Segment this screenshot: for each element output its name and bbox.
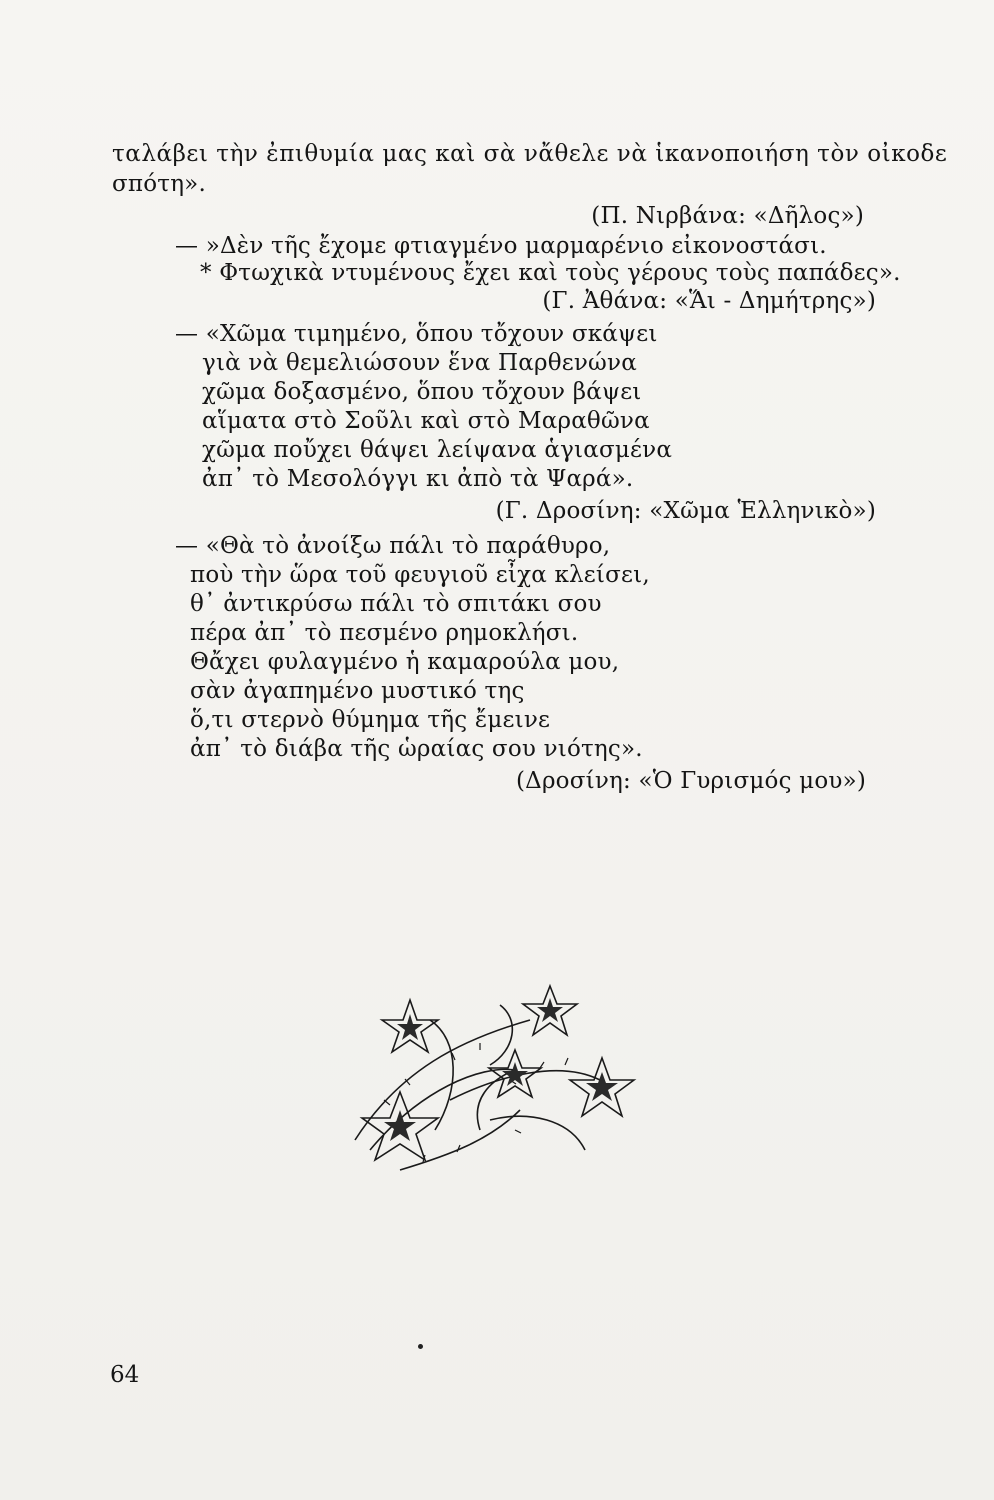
poem1-line: — «Χῶμα τιμημένο, ὅπου τὄχουν σκάψει [175, 321, 658, 347]
poem2-line: ἀπ᾽ τὸ διάβα τῆς ὡραίας σου νιότης». [190, 736, 643, 762]
prose-line-1: ταλάβει τὴν ἐπιθυμία μας καὶ σὰ νἄθελε νὰ ἱκανοποιήση τὸν οἰκοδε [112, 141, 948, 167]
poem1-line: χῶμα δοξασμένο, ὅπου τὄχουν βάψει [202, 379, 642, 405]
page-number: 64 [110, 1362, 140, 1388]
prose-line-2: σπότη». [112, 171, 206, 197]
poem2-line: θ᾽ ἀντικρύσω πάλι τὸ σπιτάκι σου [190, 591, 602, 617]
poem2-line: ποὺ τὴν ὥρα τοῦ φευγιοῦ εἶχα κλείσει, [190, 562, 650, 588]
quote1-attribution: (Γ. Ἀθάνα: «Ἅι - Δημήτρης») [542, 288, 876, 314]
poem1-line: ἀπ᾽ τὸ Μεσολόγγι κι ἀπὸ τὰ Ψαρά». [202, 466, 634, 492]
poem2-line: — «Θὰ τὸ ἀνοίξω πάλι τὸ παράθυρο, [175, 533, 611, 559]
poem2-line: Θἄχει φυλαγμένο ἡ καμαρούλα μου, [190, 649, 620, 675]
prose-attribution: (Π. Νιρβάνα: «Δῆλος») [591, 203, 864, 229]
poem1-line: γιὰ νὰ θεμελιώσουν ἕνα Παρθενώνα [202, 350, 637, 376]
poem2-line: ὅ,τι στερνὸ θύμημα τῆς ἔμεινε [190, 707, 551, 733]
poem2-line: πέρα ἀπ᾽ τὸ πεσμένο ρημοκλήσι. [190, 620, 579, 646]
printer-mark-dot [418, 1344, 423, 1349]
quote1-line-2: * Φτωχικὰ ντυμένους ἔχει καὶ τοὺς γέρους τοὺς παπάδες». [200, 260, 901, 286]
poem1-attribution: (Γ. Δροσίνη: «Χῶμα Ἑλληνικὸ») [495, 498, 876, 524]
stars-swirl-ornament-icon [340, 980, 650, 1180]
poem2-line: σὰν ἀγαπημένο μυστικό της [190, 678, 525, 704]
quote1-line-1: — »Δὲν τῆς ἔχομε φτιαγμένο μαρμαρένιο εἰκονοστάσι. [175, 233, 827, 259]
poem1-line: χῶμα ποὔχει θάψει λείψανα ἁγιασμένα [202, 437, 673, 463]
poem1-line: αἵματα στὸ Σοῦλι καὶ στὸ Μαραθῶνα [202, 408, 650, 434]
poem2-attribution: (Δροσίνη: «Ὁ Γυρισμός μου») [515, 768, 866, 794]
